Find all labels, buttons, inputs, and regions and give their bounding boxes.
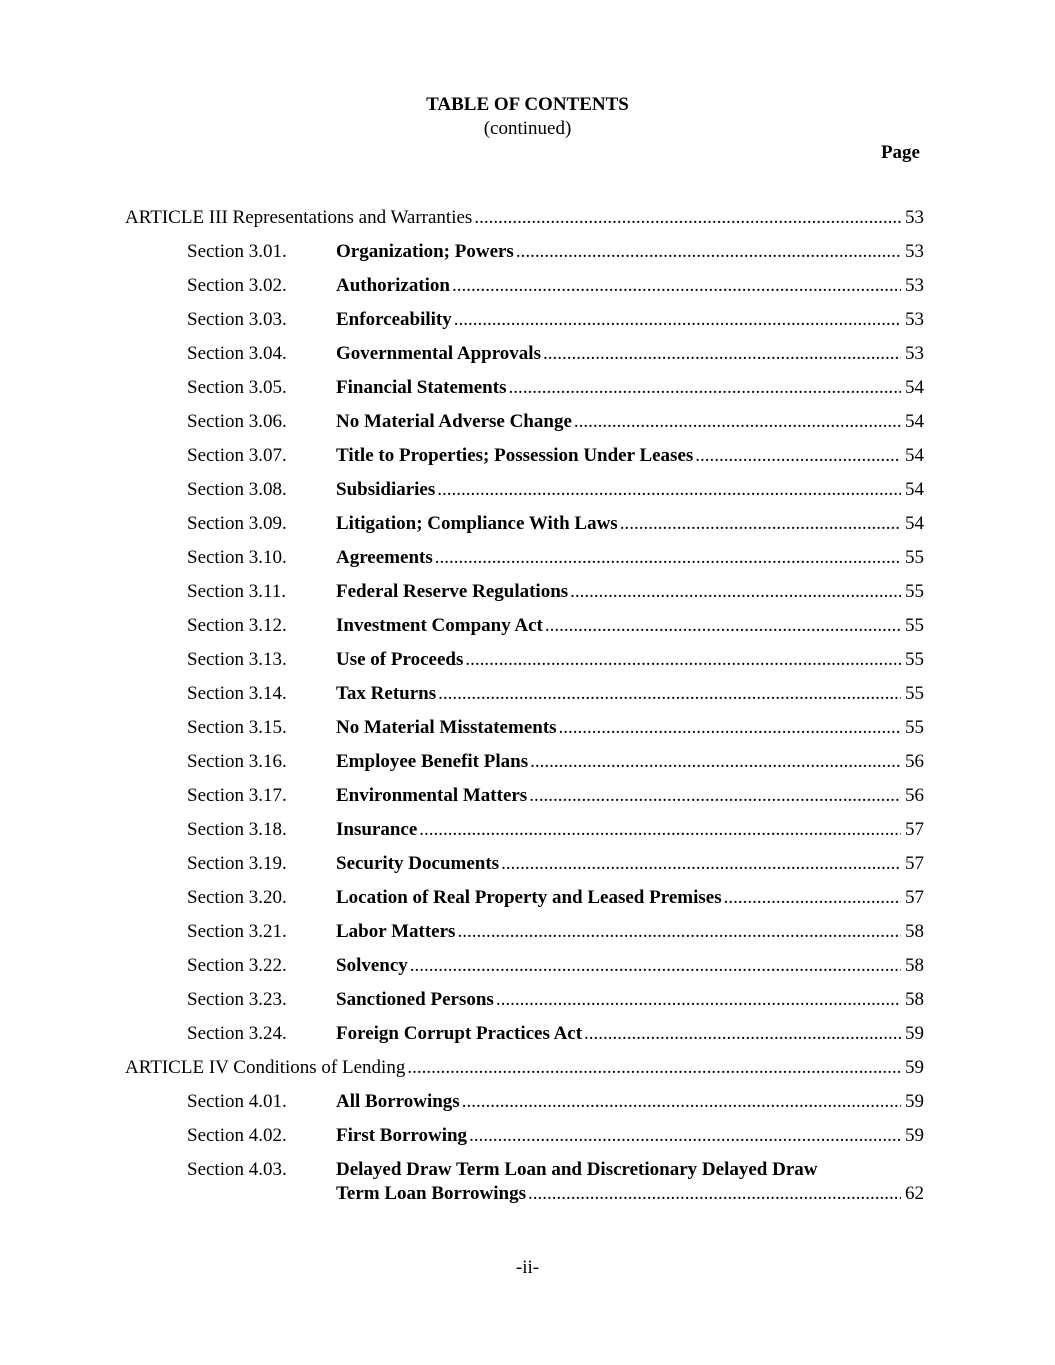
page-number: 58: [905, 921, 924, 942]
dot-leader: [465, 646, 901, 674]
toc-title: TABLE OF CONTENTS: [426, 94, 629, 115]
page-number: 55: [905, 547, 924, 568]
section-title: Employee Benefit Plans: [336, 751, 529, 772]
section-number: Section 3.10.: [187, 547, 287, 568]
toc-section-entry[interactable]: [0, 272, 1055, 300]
dot-leader: [574, 408, 901, 436]
section-title: Title to Properties; Possession Under Leases: [336, 445, 694, 466]
toc-section-entry[interactable]: [0, 816, 1055, 844]
page-number: 57: [905, 887, 924, 908]
toc-section-entry[interactable]: [0, 952, 1055, 980]
section-title: Authorization: [336, 275, 450, 296]
dot-leader: [620, 510, 901, 538]
section-title: Governmental Approvals: [336, 343, 541, 364]
dot-leader: [438, 680, 901, 708]
toc-section-entry[interactable]: [0, 782, 1055, 810]
page-number: 54: [905, 445, 924, 466]
section-title: No Material Adverse Change: [336, 411, 572, 432]
toc-subtitle: (continued): [483, 118, 572, 139]
toc-article-entry[interactable]: [0, 1054, 1055, 1082]
toc-section-entry[interactable]: [0, 374, 1055, 402]
page-number: 55: [905, 717, 924, 738]
section-number: Section 3.12.: [187, 615, 287, 636]
toc-section-entry[interactable]: [0, 884, 1055, 912]
toc-entry-line: [336, 714, 924, 742]
section-title: Labor Matters: [336, 921, 456, 942]
page-number: 54: [905, 513, 924, 534]
toc-entry-line: [125, 204, 924, 232]
section-number: Section 3.08.: [187, 479, 287, 500]
page-number: 53: [905, 207, 924, 228]
toc-section-entry[interactable]: [0, 408, 1055, 436]
section-title: Security Documents: [336, 853, 500, 874]
toc-entry-line: [336, 510, 924, 538]
section-number: Section 3.16.: [187, 751, 287, 772]
dot-leader: [462, 1088, 901, 1116]
toc-entry-line: [336, 952, 924, 980]
section-number: Section 3.20.: [187, 887, 287, 908]
page-number: 59: [905, 1091, 924, 1112]
dot-leader: [695, 442, 901, 470]
page-number: 55: [905, 683, 924, 704]
dot-leader: [496, 986, 901, 1014]
toc-entry-line: [336, 986, 924, 1014]
section-number: Section 4.03.: [187, 1159, 287, 1180]
page-number: 57: [905, 853, 924, 874]
dot-leader: [437, 476, 901, 504]
page-number: 55: [905, 615, 924, 636]
article-title: ARTICLE IV Conditions of Lending: [125, 1057, 406, 1078]
section-number: Section 3.24.: [187, 1023, 287, 1044]
toc-section-entry[interactable]: [0, 306, 1055, 334]
dot-leader: [528, 1180, 901, 1208]
section-title: Financial Statements: [336, 377, 507, 398]
toc-section-entry[interactable]: [0, 748, 1055, 776]
toc-entry-line: [336, 748, 924, 776]
article-title: ARTICLE III Representations and Warranties: [125, 207, 473, 228]
page-number: 53: [905, 343, 924, 364]
toc-entry-line: [336, 476, 924, 504]
dot-leader: [584, 1020, 901, 1048]
section-title-line-1: Delayed Draw Term Loan and Discretionary Delayed Draw: [336, 1159, 818, 1180]
section-title: Insurance: [336, 819, 418, 840]
toc-entry-line: [336, 646, 924, 674]
page-number-footer: -ii-: [515, 1257, 540, 1278]
toc-section-entry[interactable]: [0, 1020, 1055, 1048]
page-number: 56: [905, 751, 924, 772]
page-number: 62: [905, 1183, 924, 1204]
toc-section-entry[interactable]: [0, 238, 1055, 266]
page-number: 59: [905, 1057, 924, 1078]
section-title: Investment Company Act: [336, 615, 543, 636]
dot-leader: [724, 884, 901, 912]
dot-leader: [469, 1122, 901, 1150]
section-number: Section 3.19.: [187, 853, 287, 874]
dot-leader: [530, 748, 901, 776]
page-number: 57: [905, 819, 924, 840]
toc-section-entry[interactable]: [0, 340, 1055, 368]
page-number: 54: [905, 411, 924, 432]
dot-leader: [559, 714, 901, 742]
toc-entry-line: [336, 578, 924, 606]
section-number: Section 3.15.: [187, 717, 287, 738]
dot-leader: [407, 1054, 901, 1082]
page-column-heading: Page: [880, 142, 920, 163]
section-title: No Material Misstatements: [336, 717, 557, 738]
section-number: Section 3.14.: [187, 683, 287, 704]
dot-leader: [508, 374, 901, 402]
section-number: Section 3.22.: [187, 955, 287, 976]
section-number: Section 3.04.: [187, 343, 287, 364]
toc-section-entry[interactable]: [0, 1122, 1055, 1150]
dot-leader: [501, 850, 901, 878]
toc-entry-line: [125, 1054, 924, 1082]
dot-leader: [454, 306, 901, 334]
dot-leader: [543, 340, 901, 368]
section-title: Environmental Matters: [336, 785, 528, 806]
toc-section-entry[interactable]: [0, 510, 1055, 538]
toc-entry-line: [336, 1088, 924, 1116]
page-number: 53: [905, 309, 924, 330]
section-title: Litigation; Compliance With Laws: [336, 513, 618, 534]
toc-entry-line: [336, 816, 924, 844]
toc-section-entry[interactable]: [0, 1088, 1055, 1116]
toc-entry-line: [336, 884, 924, 912]
section-number: Section 4.02.: [187, 1125, 287, 1146]
section-number: Section 3.21.: [187, 921, 287, 942]
section-number: Section 3.07.: [187, 445, 287, 466]
section-title: Foreign Corrupt Practices Act: [336, 1023, 583, 1044]
toc-entry-line: [336, 238, 924, 266]
toc-entry-line: [336, 680, 924, 708]
section-number: Section 3.06.: [187, 411, 287, 432]
toc-section-entry[interactable]: [0, 646, 1055, 674]
section-title: First Borrowing: [336, 1125, 468, 1146]
toc-entry-line: [336, 1122, 924, 1150]
toc-entry-line: [336, 408, 924, 436]
toc-article-entry[interactable]: [0, 204, 1055, 232]
toc-section-entry[interactable]: [0, 612, 1055, 640]
dot-leader: [516, 238, 901, 266]
page-number: 59: [905, 1125, 924, 1146]
toc-section-entry[interactable]: [0, 578, 1055, 606]
section-title-line-2: Term Loan Borrowings: [336, 1183, 527, 1204]
toc-entry-line: [336, 1020, 924, 1048]
toc-entry-line: [336, 918, 924, 946]
section-number: Section 3.11.: [187, 581, 287, 602]
toc-section-entry[interactable]: [0, 680, 1055, 708]
section-number: Section 3.09.: [187, 513, 287, 534]
section-title: Use of Proceeds: [336, 649, 464, 670]
toc-entry-line: [336, 306, 924, 334]
dot-leader: [545, 612, 901, 640]
page-number: 54: [905, 479, 924, 500]
dot-leader: [419, 816, 901, 844]
section-number: Section 4.01.: [187, 1091, 287, 1112]
toc-entry-line: [336, 612, 924, 640]
page-number: 53: [905, 275, 924, 296]
page-number: 53: [905, 241, 924, 262]
section-title: All Borrowings: [336, 1091, 460, 1112]
page-number: 54: [905, 377, 924, 398]
section-number: Section 3.01.: [187, 241, 287, 262]
section-title: Federal Reserve Regulations: [336, 581, 569, 602]
toc-section-entry[interactable]: [0, 850, 1055, 878]
section-number: Section 3.13.: [187, 649, 287, 670]
toc-entry-line: [336, 544, 924, 572]
section-title: Organization; Powers: [336, 241, 514, 262]
page-number: 58: [905, 989, 924, 1010]
section-title: Solvency: [336, 955, 408, 976]
page-number: 58: [905, 955, 924, 976]
toc-entry-line: [336, 442, 924, 470]
section-number: Section 3.05.: [187, 377, 287, 398]
toc-entry-line: [336, 374, 924, 402]
dot-leader: [474, 204, 901, 232]
toc-section-entry[interactable]: [0, 1156, 1055, 1212]
page-number: 59: [905, 1023, 924, 1044]
section-title: Subsidiaries: [336, 479, 436, 500]
toc-section-entry[interactable]: [0, 476, 1055, 504]
dot-leader: [410, 952, 901, 980]
dot-leader: [452, 272, 901, 300]
page-number: 55: [905, 581, 924, 602]
section-number: Section 3.02.: [187, 275, 287, 296]
toc-section-entry[interactable]: [0, 918, 1055, 946]
toc-entry-line: [336, 1180, 924, 1208]
toc-entry-line: [336, 850, 924, 878]
page-number: 55: [905, 649, 924, 670]
section-number: Section 3.03.: [187, 309, 287, 330]
section-title: Agreements: [336, 547, 433, 568]
dot-leader: [457, 918, 901, 946]
section-title: Tax Returns: [336, 683, 437, 704]
section-title: Location of Real Property and Leased Premises: [336, 887, 722, 908]
section-number: Section 3.23.: [187, 989, 287, 1010]
toc-section-entry[interactable]: [0, 544, 1055, 572]
dot-leader: [435, 544, 901, 572]
page-number: 56: [905, 785, 924, 806]
section-number: Section 3.17.: [187, 785, 287, 806]
dot-leader: [529, 782, 901, 810]
toc-entry-line: [336, 340, 924, 368]
toc-entry-line: [336, 272, 924, 300]
toc-section-entry[interactable]: [0, 442, 1055, 470]
toc-section-entry[interactable]: [0, 714, 1055, 742]
section-title: Sanctioned Persons: [336, 989, 494, 1010]
toc-entry-line: [336, 782, 924, 810]
dot-leader: [570, 578, 901, 606]
section-number: Section 3.18.: [187, 819, 287, 840]
toc-section-entry[interactable]: [0, 986, 1055, 1014]
section-title: Enforceability: [336, 309, 452, 330]
